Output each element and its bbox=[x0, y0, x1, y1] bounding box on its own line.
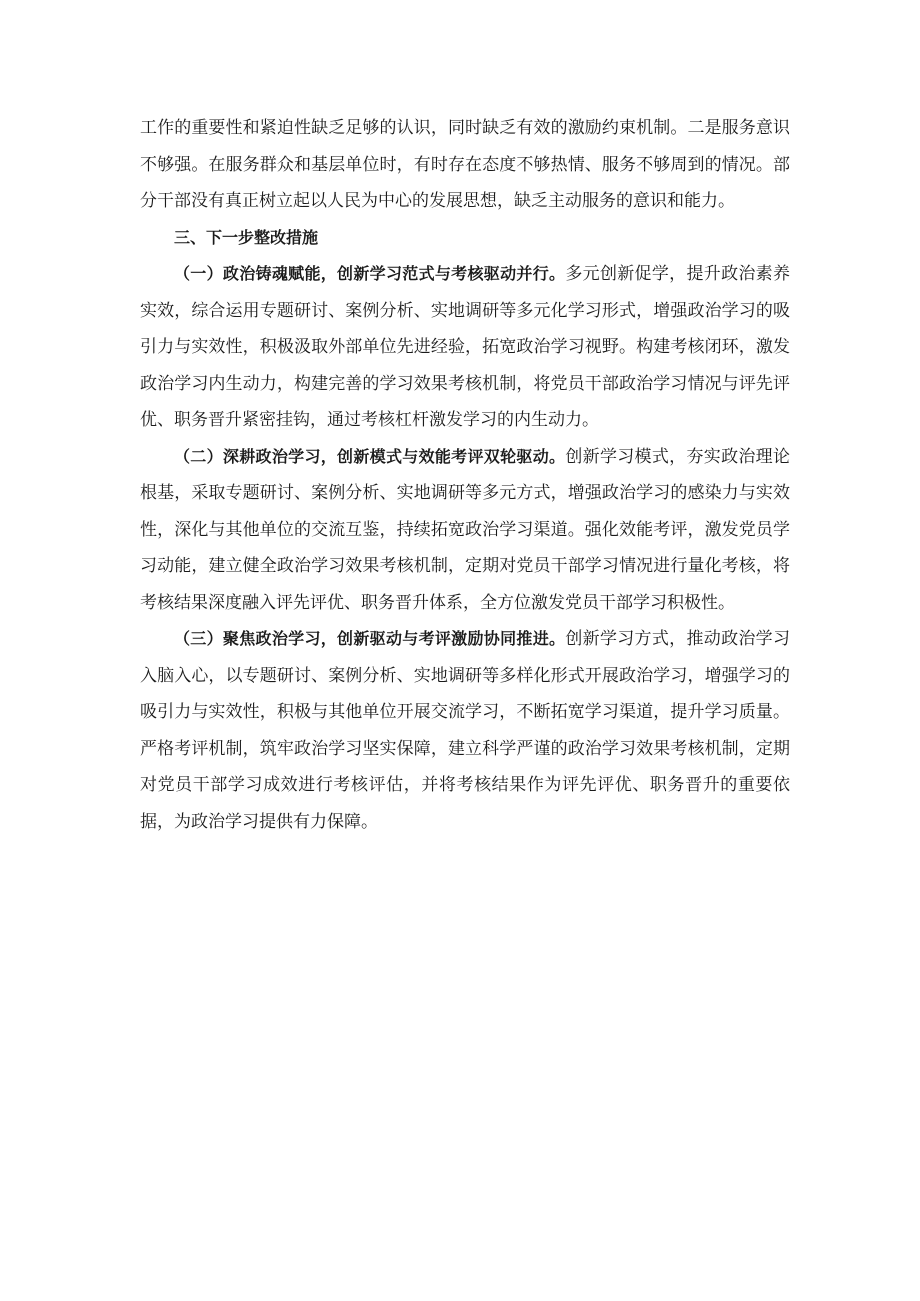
measure-paragraph-1 bbox=[140, 256, 790, 439]
measure-lead-2: （二）深耕政治学习，创新模式与效能考评双轮驱动。 bbox=[174, 446, 566, 466]
measure-lead-1: （一）政治铸魂赋能，创新学习范式与考核驱动并行。 bbox=[174, 264, 566, 283]
section-heading: 三、下一步整改措施 bbox=[174, 227, 319, 247]
measure-body-2: 创新学习模式，夯实政治理论根基，采取专题研讨、案例分析、实地调研等多元方式，增强政治学习的感染力与实效性，深化与其他单位的交流互鉴，持续拓宽政治学习渠道。强化效能考评，激发党员学习动能，建立健全政治学习效果考核机制，定期对党员干部学习情况进行量化考核，将考核结果深度融入评先评优、职务晋升体系，全方位激发党员干部学习积极性。 bbox=[140, 446, 790, 613]
measure-body-1: 多元创新促学，提升政治素养实效，综合运用专题研讨、案例分析、实地调研等多元化学习形式，增强政治学习的吸引力与实效性，积极汲取外部单位先进经验，拓宽政治学习视野。构建考核闭环，激发政治学习内生动力，构建完善的学习效果考核机制，将党员干部政治学习情况与评先评优、职务晋升紧密挂钩，通过考核杠杆激发学习的内生动力。 bbox=[140, 264, 790, 430]
measure-paragraph-3 bbox=[140, 621, 790, 840]
measure-paragraph-2 bbox=[140, 439, 790, 622]
document-page bbox=[140, 110, 790, 840]
measure-lead-3: （三）聚焦政治学习，创新驱动与考评激励协同推进。 bbox=[174, 629, 566, 648]
measure-body-3: 创新学习方式，推动政治学习入脑入心，以专题研讨、案例分析、实地调研等多样化形式开展政治学习，增强学习的吸引力与实效性，积极与其他单位开展交流学习，不断拓宽学习渠道，提升学习质量。严格考评机制，筑牢政治学习坚实保障，建立科学严谨的政治学习效果考核机制，定期对党员干部学习成效进行考核评估，并将考核结果作为评先评优、职务晋升的重要依据，为政治学习提供有力保障。 bbox=[140, 629, 790, 832]
intro-paragraph: 工作的重要性和紧迫性缺乏足够的认识，同时缺乏有效的激励约束机制。二是服务意识不够强。在服务群众和基层单位时，有时存在态度不够热情、服务不够周到的情况。部分干部没有真正树立起以人民为中心的发展思想，缺乏主动服务的意识和能力。 bbox=[140, 118, 790, 211]
